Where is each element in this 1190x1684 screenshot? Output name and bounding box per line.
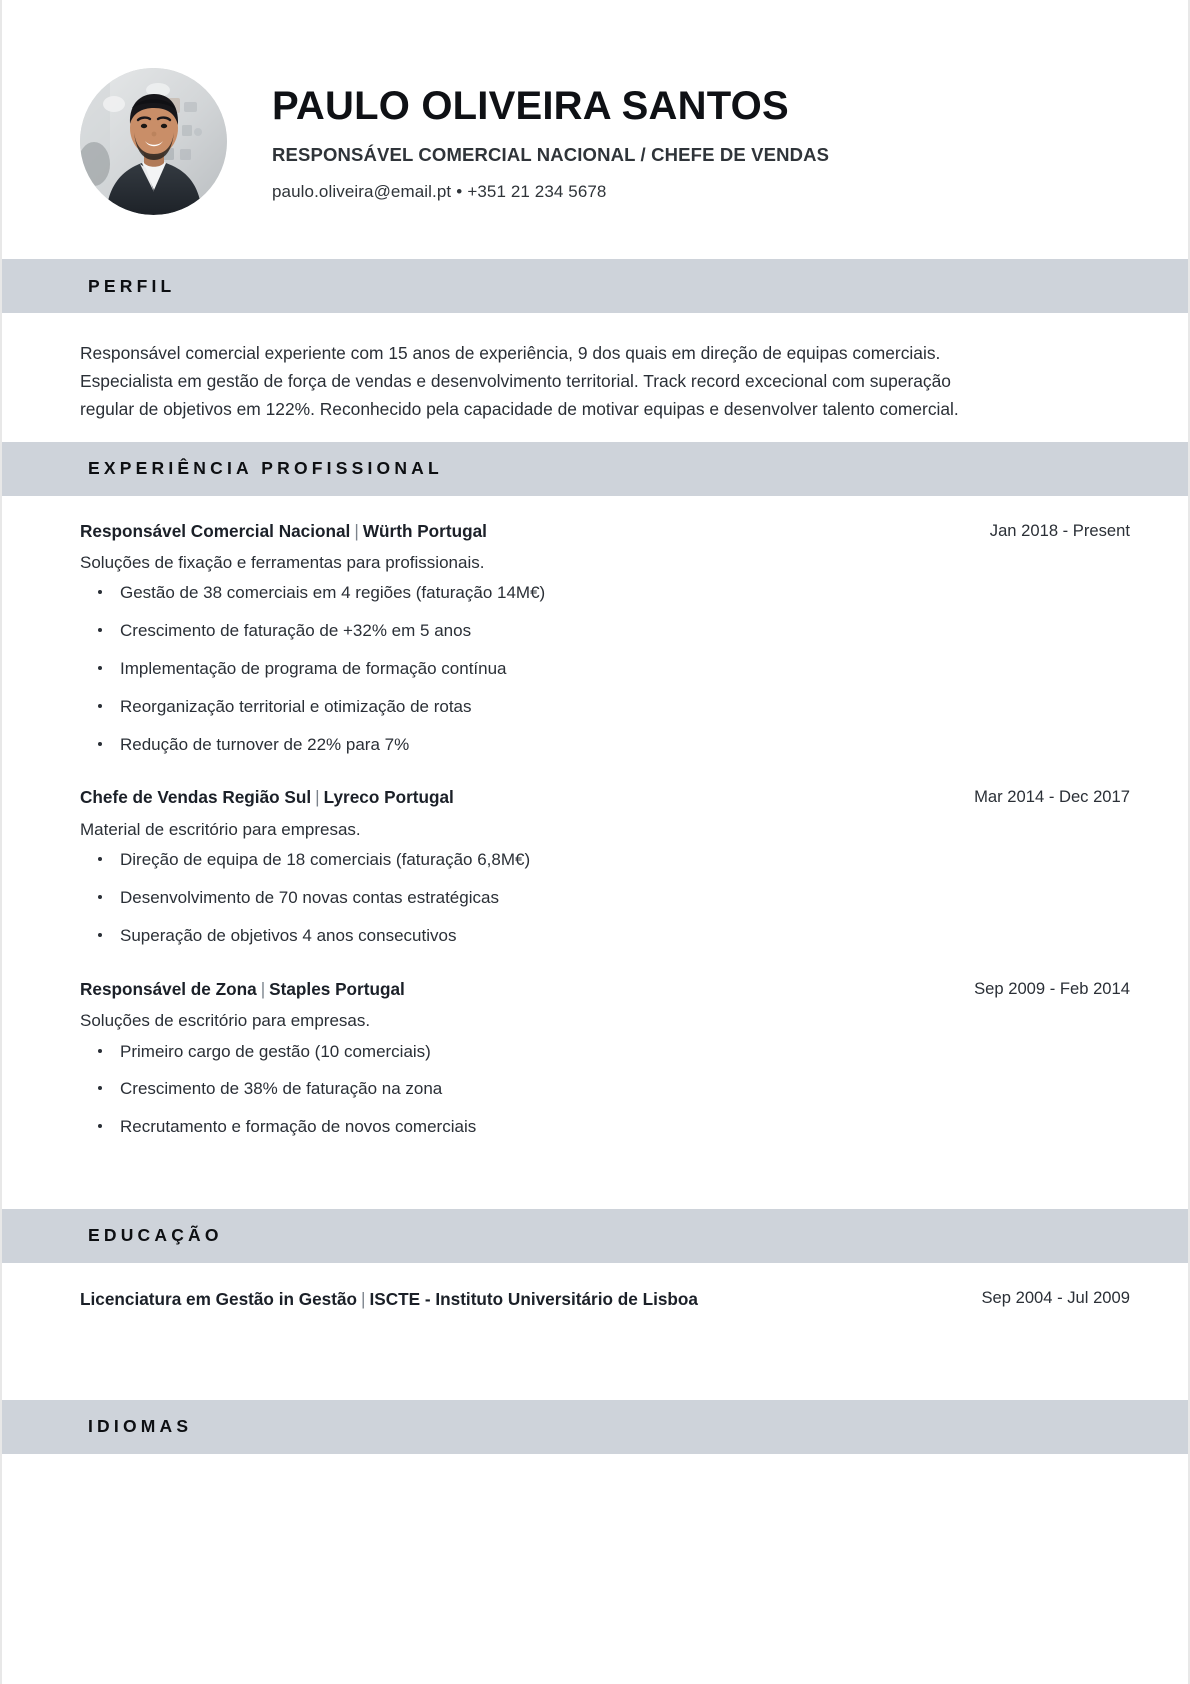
profile-summary-text: Responsável comercial experiente com 15 anos de experiência, 9 dos quais em direção de equipas comerciais. Especialista em gestão de força de vendas e desenvolvimento territorial. Track record excecional com superação regular de objetivos em 122%. Reconhecido pela capacidade de motivar equipas e desenvolver talento comercial. (80, 343, 959, 420)
entry-header-row (80, 520, 1130, 543)
list-item: Redução de turnover de 22% para 7% (80, 733, 1130, 757)
list-item: Crescimento de faturação de +32% em 5 anos (80, 619, 1130, 643)
entry-description: Soluções de fixação e ferramentas para profissionais. (80, 552, 485, 572)
education-entry (80, 1287, 1130, 1312)
section-body-experiencia (0, 496, 1190, 1175)
section-body-educacao (0, 1263, 1190, 1342)
entry-description: Soluções de escritório para empresas. (80, 1010, 371, 1030)
section-body-perfil (0, 313, 1190, 442)
entry-date: Sep 2009 - Feb 2014 (974, 978, 1130, 998)
experience-entry (80, 786, 1130, 947)
section-header-idiomas (0, 1400, 1190, 1454)
contact-separator: • (456, 181, 463, 201)
education-title (80, 1287, 718, 1312)
phone-text[interactable]: +351 21 234 5678 (467, 181, 607, 201)
section-title-perfil: PERFIL (88, 275, 176, 296)
section-title-experiencia: EXPERIÊNCIA PROFISSIONAL (88, 458, 443, 479)
list-item: Gestão de 38 comerciais em 4 regiões (faturação 14M€) (80, 581, 1130, 605)
job-headline: RESPONSÁVEL COMERCIAL NACIONAL / CHEFE DE VENDAS (272, 143, 830, 165)
entry-role: Responsável de Zona (80, 978, 257, 999)
list-item: Primeiro cargo de gestão (10 comerciais) (80, 1040, 1130, 1064)
entry-date: Jan 2018 - Present (989, 520, 1130, 540)
entry-company: Würth Portugal (362, 520, 487, 541)
education-institution: ISCTE - Instituto Universitário de Lisboa (369, 1288, 698, 1309)
list-item: Direção de equipa de 18 comerciais (faturação 6,8M€) (80, 848, 1130, 872)
list-item: Implementação de programa de formação contínua (80, 657, 1130, 681)
entry-title (80, 786, 744, 809)
education-degree: Licenciatura em Gestão in Gestão (80, 1288, 358, 1309)
education-separator: | (361, 1288, 366, 1309)
entry-header-row (80, 786, 1130, 809)
entry-company: Staples Portugal (269, 978, 405, 999)
header-text-block (227, 82, 829, 202)
entry-company: Lyreco Portugal (323, 787, 454, 808)
education-date: Sep 2004 - Jul 2009 (981, 1287, 1130, 1307)
profile-photo-icon (80, 68, 227, 215)
resume-header (0, 0, 1190, 259)
contact-line (272, 182, 829, 202)
list-item: Recrutamento e formação de novos comerciais (80, 1115, 1130, 1139)
experience-entry (80, 978, 1130, 1139)
entry-description: Material de escritório para empresas. (80, 819, 361, 839)
entry-role: Chefe de Vendas Região Sul (80, 787, 312, 808)
section-spacer (0, 1175, 1190, 1209)
email-text[interactable]: paulo.oliveira@email.pt (272, 181, 452, 201)
page-edge-left (0, 0, 2, 1684)
section-header-experiencia (0, 442, 1190, 496)
entry-bullet-list (80, 1040, 1130, 1139)
section-header-educacao (0, 1209, 1190, 1263)
entry-date: Mar 2014 - Dec 2017 (974, 787, 1130, 807)
entry-role: Responsável Comercial Nacional (80, 520, 351, 541)
section-title-idiomas: IDIOMAS (88, 1416, 193, 1437)
list-item: Crescimento de 38% de faturação na zona (80, 1077, 1130, 1101)
page-bottom-area (0, 1454, 1190, 1654)
section-header-perfil (0, 259, 1190, 313)
experience-entry (80, 520, 1130, 757)
entry-header-row (80, 978, 1130, 1001)
entry-separator: | (260, 978, 266, 999)
entry-title (80, 978, 744, 1001)
entry-separator: | (315, 787, 320, 808)
section-title-educacao: EDUCAÇÃO (88, 1225, 223, 1246)
entry-title (80, 520, 744, 543)
page-title: PAULO OLIVEIRA SANTOS (272, 83, 789, 128)
entry-bullet-list (80, 848, 1130, 947)
list-item: Desenvolvimento de 70 novas contas estratégicas (80, 886, 1130, 910)
entry-separator: | (354, 520, 359, 541)
section-spacer (0, 1342, 1190, 1400)
entry-bullet-list (80, 581, 1130, 756)
list-item: Reorganização territorial e otimização de rotas (80, 695, 1130, 719)
list-item: Superação de objetivos 4 anos consecutivos (80, 924, 1130, 948)
avatar (80, 68, 227, 215)
